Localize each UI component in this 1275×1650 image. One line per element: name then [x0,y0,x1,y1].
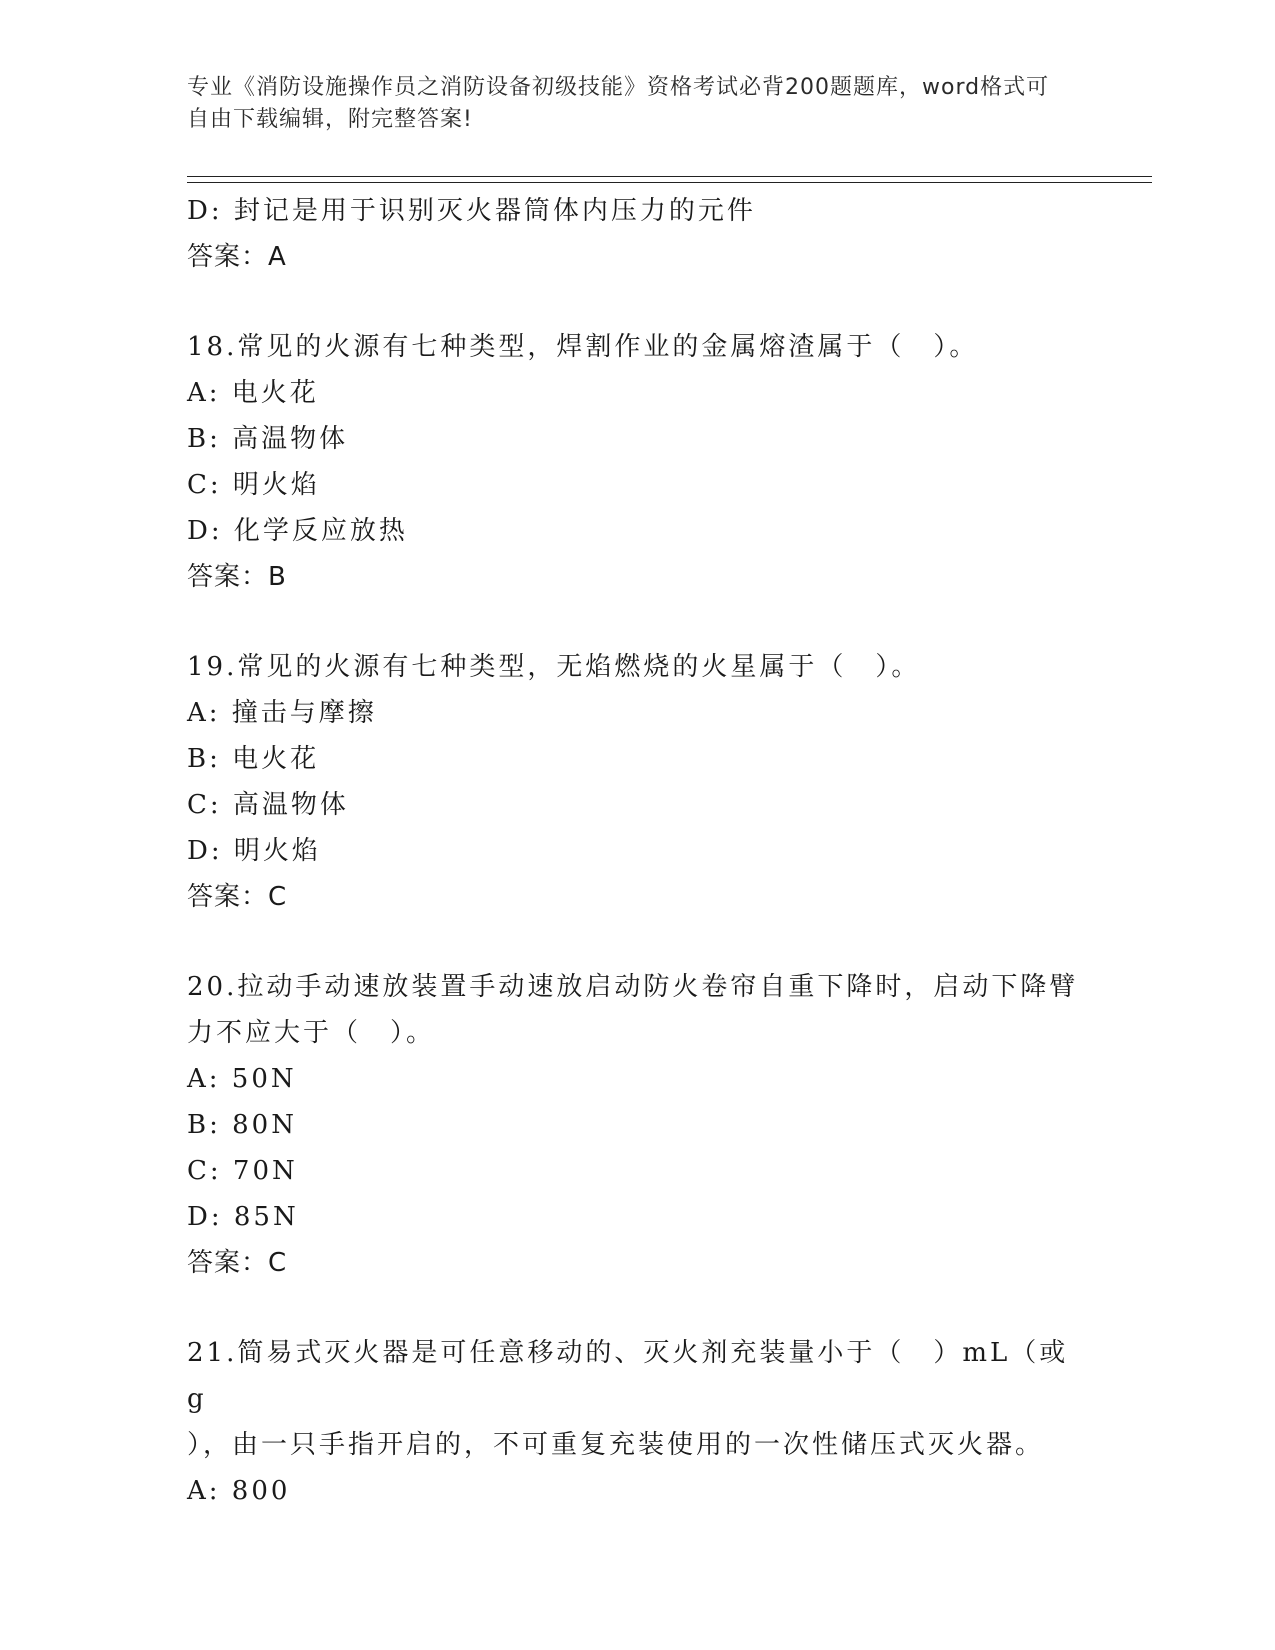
question-stem: 19.常见的火源有七种类型，无焰燃烧的火星属于（ ）。 [187,652,921,682]
option-a: A: 电火花 [187,378,319,408]
option-c: C: 明火焰 [187,470,320,500]
answer: 答案：A [187,242,287,272]
question-stem-line-2: ），由一只手指开启的，不可重复充装使用的一次性储压式灭火器。 [187,1430,1045,1460]
option-c: C: 70N [187,1156,298,1186]
answer: 答案：C [187,1248,288,1278]
option-c: C: 高温物体 [187,790,349,820]
question-stem-line-2: 力不应大于（ ）。 [187,1018,436,1048]
option-d: D: 封记是用于识别灭火器筒体内压力的元件 [187,196,756,226]
answer: 答案：B [187,562,287,592]
question-19 [187,644,1087,920]
question-20 [187,964,1087,1286]
option-b: B: 电火花 [187,744,320,774]
option-b: B: 高温物体 [187,424,349,454]
question-stem-line-1: 21.简易式灭火器是可任意移动的、灭火剂充装量小于（ ）mL（或g [187,1338,1069,1414]
question-stem-line-1: 20.拉动手动速放装置手动速放启动防火卷帘自重下降时，启动下降臂 [187,972,1079,1002]
question-21 [187,1330,1087,1514]
question-list [187,188,1087,1514]
question-stem: 18.常见的火源有七种类型，焊割作业的金属熔渣属于（ ）。 [187,332,979,362]
question-18 [187,324,1087,600]
option-b: B: 80N [187,1110,297,1140]
option-a: A: 50N [187,1064,297,1094]
header-rule-bottom [187,182,1152,183]
option-a: A: 撞击与摩擦 [187,698,377,728]
answer: 答案：C [187,882,288,912]
option-a: A: 800 [187,1476,291,1506]
option-d: D: 化学反应放热 [187,516,408,546]
document-header: 专业《消防设施操作员之消防设备初级技能》资格考试必背200题题库，word格式可自由下载编辑，附完整答案! [187,75,1050,132]
header-rule-top [187,176,1152,177]
option-d: D: 85N [187,1202,299,1232]
option-d: D: 明火焰 [187,836,321,866]
